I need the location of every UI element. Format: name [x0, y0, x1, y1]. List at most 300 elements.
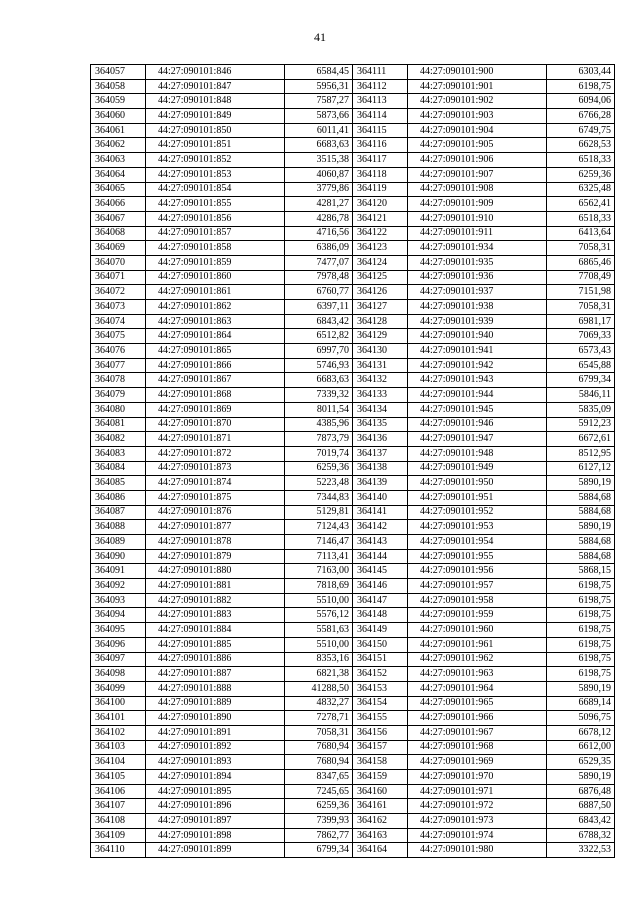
record-number-cell: 364103 [91, 740, 146, 755]
cadastral-number-cell: 44:27:090101:867 [146, 373, 285, 388]
record-number-cell: 364139 [353, 476, 408, 491]
area-value-cell: 6628,53 [547, 138, 615, 153]
area-value-cell: 7124,43 [285, 520, 353, 535]
record-number-cell: 364127 [353, 300, 408, 315]
cadastral-number-cell: 44:27:090101:875 [146, 490, 285, 505]
record-number-cell: 364092 [91, 579, 146, 594]
area-value-cell: 6766,28 [547, 109, 615, 124]
table-row [91, 329, 353, 344]
table-row [91, 197, 353, 212]
area-value-cell: 6749,75 [547, 123, 615, 138]
table-row [91, 814, 353, 829]
record-number-cell: 364161 [353, 799, 408, 814]
table-row [353, 696, 615, 711]
table-row [353, 167, 615, 182]
cadastral-number-cell: 44:27:090101:974 [408, 828, 547, 843]
table-row [91, 637, 353, 652]
record-number-cell: 364109 [91, 828, 146, 843]
cadastral-number-cell: 44:27:090101:880 [146, 564, 285, 579]
cadastral-number-cell: 44:27:090101:911 [408, 226, 547, 241]
record-number-cell: 364071 [91, 270, 146, 285]
cadastral-number-cell: 44:27:090101:861 [146, 285, 285, 300]
record-number-cell: 364155 [353, 711, 408, 726]
record-number-cell: 364129 [353, 329, 408, 344]
record-number-cell: 364117 [353, 153, 408, 168]
table-row [353, 79, 615, 94]
record-number-cell: 364126 [353, 285, 408, 300]
cadastral-number-cell: 44:27:090101:939 [408, 314, 547, 329]
area-value-cell: 4060,87 [285, 167, 353, 182]
cadastral-number-cell: 44:27:090101:952 [408, 505, 547, 520]
table-row [91, 388, 353, 403]
area-value-cell: 3515,38 [285, 153, 353, 168]
table-row [353, 197, 615, 212]
record-number-cell: 364159 [353, 770, 408, 785]
area-value-cell: 6198,75 [547, 579, 615, 594]
area-value-cell: 5890,19 [547, 770, 615, 785]
record-number-cell: 364069 [91, 241, 146, 256]
record-number-cell: 364150 [353, 637, 408, 652]
area-value-cell: 5884,68 [547, 535, 615, 550]
cadastral-number-cell: 44:27:090101:874 [146, 476, 285, 491]
record-number-cell: 364110 [91, 843, 146, 858]
cadastral-number-cell: 44:27:090101:901 [408, 79, 547, 94]
record-number-cell: 364066 [91, 197, 146, 212]
cadastral-number-cell: 44:27:090101:864 [146, 329, 285, 344]
area-value-cell: 6799,34 [547, 373, 615, 388]
record-number-cell: 364095 [91, 623, 146, 638]
record-number-cell: 364157 [353, 740, 408, 755]
table-row [91, 535, 353, 550]
cadastral-number-cell: 44:27:090101:858 [146, 241, 285, 256]
table-row [353, 608, 615, 623]
area-value-cell: 6397,11 [285, 300, 353, 315]
record-number-cell: 364160 [353, 784, 408, 799]
cadastral-number-cell: 44:27:090101:887 [146, 667, 285, 682]
cadastral-number-cell: 44:27:090101:883 [146, 608, 285, 623]
area-value-cell: 6683,63 [285, 373, 353, 388]
cadastral-number-cell: 44:27:090101:967 [408, 725, 547, 740]
cadastral-number-cell: 44:27:090101:868 [146, 388, 285, 403]
record-number-cell: 364132 [353, 373, 408, 388]
cadastral-number-cell: 44:27:090101:860 [146, 270, 285, 285]
record-number-cell: 364093 [91, 593, 146, 608]
cadastral-number-cell: 44:27:090101:888 [146, 681, 285, 696]
area-value-cell: 6545,88 [547, 358, 615, 373]
area-value-cell: 6562,41 [547, 197, 615, 212]
table-row [91, 226, 353, 241]
area-value-cell: 6887,50 [547, 799, 615, 814]
record-number-cell: 364072 [91, 285, 146, 300]
table-row [353, 373, 615, 388]
record-number-cell: 364123 [353, 241, 408, 256]
table-row [353, 241, 615, 256]
record-number-cell: 364087 [91, 505, 146, 520]
record-number-cell: 364090 [91, 549, 146, 564]
table-row [91, 94, 353, 109]
area-value-cell: 5884,68 [547, 490, 615, 505]
table-row [91, 667, 353, 682]
table-row [91, 138, 353, 153]
table-row [91, 828, 353, 843]
cadastral-number-cell: 44:27:090101:953 [408, 520, 547, 535]
record-number-cell: 364153 [353, 681, 408, 696]
area-value-cell: 5884,68 [547, 505, 615, 520]
record-number-cell: 364128 [353, 314, 408, 329]
record-number-cell: 364136 [353, 432, 408, 447]
cadastral-number-cell: 44:27:090101:963 [408, 667, 547, 682]
record-number-cell: 364070 [91, 255, 146, 270]
cadastral-number-cell: 44:27:090101:870 [146, 417, 285, 432]
cadastral-number-cell: 44:27:090101:857 [146, 226, 285, 241]
area-value-cell: 6127,12 [547, 461, 615, 476]
area-value-cell: 7339,32 [285, 388, 353, 403]
record-number-cell: 364119 [353, 182, 408, 197]
area-value-cell: 6518,33 [547, 211, 615, 226]
cadastral-number-cell: 44:27:090101:906 [408, 153, 547, 168]
table-row [91, 696, 353, 711]
table-row [353, 535, 615, 550]
record-number-cell: 364147 [353, 593, 408, 608]
area-value-cell: 6821,38 [285, 667, 353, 682]
area-value-cell: 4385,96 [285, 417, 353, 432]
table-row [353, 814, 615, 829]
table-row [91, 358, 353, 373]
area-value-cell: 6981,17 [547, 314, 615, 329]
cadastral-number-cell: 44:27:090101:966 [408, 711, 547, 726]
record-number-cell: 364085 [91, 476, 146, 491]
table-row [91, 344, 353, 359]
cadastral-number-cell: 44:27:090101:958 [408, 593, 547, 608]
area-value-cell: 7058,31 [547, 300, 615, 315]
table-row [91, 109, 353, 124]
area-value-cell: 6198,75 [547, 623, 615, 638]
cadastral-number-cell: 44:27:090101:873 [146, 461, 285, 476]
cadastral-number-cell: 44:27:090101:954 [408, 535, 547, 550]
cadastral-number-cell: 44:27:090101:904 [408, 123, 547, 138]
area-value-cell: 6011,41 [285, 123, 353, 138]
area-value-cell: 6865,46 [547, 255, 615, 270]
cadastral-number-cell: 44:27:090101:970 [408, 770, 547, 785]
table-row [91, 461, 353, 476]
table-row [91, 241, 353, 256]
area-value-cell: 6198,75 [547, 79, 615, 94]
cadastral-number-cell: 44:27:090101:856 [146, 211, 285, 226]
table-row [91, 784, 353, 799]
area-value-cell: 6198,75 [547, 608, 615, 623]
area-value-cell: 5835,09 [547, 402, 615, 417]
cadastral-number-cell: 44:27:090101:936 [408, 270, 547, 285]
table-row [353, 579, 615, 594]
table-row [91, 799, 353, 814]
record-number-cell: 364089 [91, 535, 146, 550]
cadastral-number-cell: 44:27:090101:951 [408, 490, 547, 505]
area-value-cell: 41288,50 [285, 681, 353, 696]
record-number-cell: 364079 [91, 388, 146, 403]
cadastral-number-cell: 44:27:090101:896 [146, 799, 285, 814]
record-number-cell: 364146 [353, 579, 408, 594]
table-row [353, 520, 615, 535]
table-row [353, 843, 615, 858]
record-number-cell: 364151 [353, 652, 408, 667]
record-number-cell: 364112 [353, 79, 408, 94]
cadastral-number-cell: 44:27:090101:955 [408, 549, 547, 564]
area-value-cell: 5576,12 [285, 608, 353, 623]
area-value-cell: 7163,00 [285, 564, 353, 579]
area-value-cell: 6573,43 [547, 344, 615, 359]
cadastral-number-cell: 44:27:090101:851 [146, 138, 285, 153]
cadastral-number-cell: 44:27:090101:866 [146, 358, 285, 373]
cadastral-number-cell: 44:27:090101:885 [146, 637, 285, 652]
area-value-cell: 6788,32 [547, 828, 615, 843]
record-number-cell: 364114 [353, 109, 408, 124]
table-row [91, 593, 353, 608]
area-value-cell: 7587,27 [285, 94, 353, 109]
area-value-cell: 8347,65 [285, 770, 353, 785]
record-number-cell: 364131 [353, 358, 408, 373]
area-value-cell: 5890,19 [547, 681, 615, 696]
record-number-cell: 364135 [353, 417, 408, 432]
cadastral-number-cell: 44:27:090101:862 [146, 300, 285, 315]
cadastral-number-cell: 44:27:090101:893 [146, 755, 285, 770]
table-row [91, 681, 353, 696]
area-value-cell: 6325,48 [547, 182, 615, 197]
cadastral-number-cell: 44:27:090101:907 [408, 167, 547, 182]
cadastral-number-cell: 44:27:090101:892 [146, 740, 285, 755]
area-value-cell: 5890,19 [547, 520, 615, 535]
record-number-cell: 364144 [353, 549, 408, 564]
cadastral-table-right [352, 64, 615, 858]
table-row [353, 652, 615, 667]
cadastral-number-cell: 44:27:090101:950 [408, 476, 547, 491]
cadastral-table-left [90, 64, 353, 858]
area-value-cell: 6760,77 [285, 285, 353, 300]
record-number-cell: 364152 [353, 667, 408, 682]
area-value-cell: 3779,86 [285, 182, 353, 197]
table-row [91, 123, 353, 138]
area-value-cell: 5096,75 [547, 711, 615, 726]
record-number-cell: 364091 [91, 564, 146, 579]
area-value-cell: 6529,35 [547, 755, 615, 770]
table-row [91, 740, 353, 755]
table-row [91, 652, 353, 667]
record-number-cell: 364106 [91, 784, 146, 799]
record-number-cell: 364097 [91, 652, 146, 667]
record-number-cell: 364086 [91, 490, 146, 505]
record-number-cell: 364115 [353, 123, 408, 138]
area-value-cell: 6518,33 [547, 153, 615, 168]
area-value-cell: 6512,82 [285, 329, 353, 344]
table-row [353, 490, 615, 505]
area-value-cell: 7818,69 [285, 579, 353, 594]
cadastral-number-cell: 44:27:090101:945 [408, 402, 547, 417]
table-row [353, 549, 615, 564]
table-row [91, 505, 353, 520]
cadastral-number-cell: 44:27:090101:884 [146, 623, 285, 638]
cadastral-number-cell: 44:27:090101:869 [146, 402, 285, 417]
record-number-cell: 364142 [353, 520, 408, 535]
table-row [353, 446, 615, 461]
table-row [353, 123, 615, 138]
cadastral-number-cell: 44:27:090101:960 [408, 623, 547, 638]
table-row [91, 182, 353, 197]
table-row [91, 417, 353, 432]
cadastral-number-cell: 44:27:090101:903 [408, 109, 547, 124]
area-value-cell: 7708,49 [547, 270, 615, 285]
area-value-cell: 7019,74 [285, 446, 353, 461]
cadastral-number-cell: 44:27:090101:894 [146, 770, 285, 785]
table-row [353, 138, 615, 153]
record-number-cell: 364130 [353, 344, 408, 359]
record-number-cell: 364158 [353, 755, 408, 770]
area-value-cell: 6876,48 [547, 784, 615, 799]
area-value-cell: 8353,16 [285, 652, 353, 667]
table-row [353, 65, 615, 80]
cadastral-number-cell: 44:27:090101:941 [408, 344, 547, 359]
cadastral-number-cell: 44:27:090101:876 [146, 505, 285, 520]
table-row [353, 740, 615, 755]
cadastral-number-cell: 44:27:090101:943 [408, 373, 547, 388]
area-value-cell: 5223,48 [285, 476, 353, 491]
area-value-cell: 6683,63 [285, 138, 353, 153]
area-value-cell: 7151,98 [547, 285, 615, 300]
table-row [353, 828, 615, 843]
record-number-cell: 364063 [91, 153, 146, 168]
cadastral-number-cell: 44:27:090101:961 [408, 637, 547, 652]
table-row [91, 432, 353, 447]
table-row [91, 153, 353, 168]
record-number-cell: 364075 [91, 329, 146, 344]
table-row [353, 623, 615, 638]
area-value-cell: 6612,00 [547, 740, 615, 755]
record-number-cell: 364141 [353, 505, 408, 520]
cadastral-number-cell: 44:27:090101:973 [408, 814, 547, 829]
cadastral-number-cell: 44:27:090101:908 [408, 182, 547, 197]
record-number-cell: 364138 [353, 461, 408, 476]
cadastral-number-cell: 44:27:090101:947 [408, 432, 547, 447]
cadastral-number-cell: 44:27:090101:910 [408, 211, 547, 226]
table-row [353, 358, 615, 373]
record-number-cell: 364125 [353, 270, 408, 285]
table-row [91, 476, 353, 491]
table-row [91, 255, 353, 270]
table-row [353, 461, 615, 476]
record-number-cell: 364060 [91, 109, 146, 124]
cadastral-number-cell: 44:27:090101:962 [408, 652, 547, 667]
record-number-cell: 364133 [353, 388, 408, 403]
cadastral-number-cell: 44:27:090101:957 [408, 579, 547, 594]
area-value-cell: 7113,41 [285, 549, 353, 564]
record-number-cell: 364148 [353, 608, 408, 623]
cadastral-number-cell: 44:27:090101:854 [146, 182, 285, 197]
table-row [91, 79, 353, 94]
cadastral-number-cell: 44:27:090101:971 [408, 784, 547, 799]
record-number-cell: 364122 [353, 226, 408, 241]
cadastral-number-cell: 44:27:090101:871 [146, 432, 285, 447]
record-number-cell: 364116 [353, 138, 408, 153]
area-value-cell: 5510,00 [285, 637, 353, 652]
area-value-cell: 6843,42 [285, 314, 353, 329]
record-number-cell: 364088 [91, 520, 146, 535]
area-value-cell: 7477,07 [285, 255, 353, 270]
table-row [353, 270, 615, 285]
record-number-cell: 364111 [353, 65, 408, 80]
cadastral-number-cell: 44:27:090101:965 [408, 696, 547, 711]
area-value-cell: 4281,27 [285, 197, 353, 212]
record-number-cell: 364108 [91, 814, 146, 829]
area-value-cell: 5873,66 [285, 109, 353, 124]
record-number-cell: 364067 [91, 211, 146, 226]
record-number-cell: 364145 [353, 564, 408, 579]
table-row [353, 211, 615, 226]
area-value-cell: 7399,93 [285, 814, 353, 829]
record-number-cell: 364081 [91, 417, 146, 432]
record-number-cell: 364065 [91, 182, 146, 197]
cadastral-number-cell: 44:27:090101:949 [408, 461, 547, 476]
record-number-cell: 364149 [353, 623, 408, 638]
record-number-cell: 364077 [91, 358, 146, 373]
table-row [91, 725, 353, 740]
cadastral-number-cell: 44:27:090101:850 [146, 123, 285, 138]
record-number-cell: 364073 [91, 300, 146, 315]
table-row [91, 402, 353, 417]
record-number-cell: 364057 [91, 65, 146, 80]
record-number-cell: 364121 [353, 211, 408, 226]
table-row [353, 593, 615, 608]
area-value-cell: 3322,53 [547, 843, 615, 858]
area-value-cell: 6672,61 [547, 432, 615, 447]
area-value-cell: 5890,19 [547, 476, 615, 491]
cadastral-number-cell: 44:27:090101:855 [146, 197, 285, 212]
area-value-cell: 6386,09 [285, 241, 353, 256]
cadastral-number-cell: 44:27:090101:899 [146, 843, 285, 858]
area-value-cell: 4716,56 [285, 226, 353, 241]
cadastral-number-cell: 44:27:090101:849 [146, 109, 285, 124]
area-value-cell: 6584,45 [285, 65, 353, 80]
cadastral-number-cell: 44:27:090101:900 [408, 65, 547, 80]
area-value-cell: 8512,95 [547, 446, 615, 461]
area-value-cell: 6259,36 [547, 167, 615, 182]
cadastral-number-cell: 44:27:090101:948 [408, 446, 547, 461]
record-number-cell: 364076 [91, 344, 146, 359]
table-row [353, 417, 615, 432]
cadastral-number-cell: 44:27:090101:846 [146, 65, 285, 80]
cadastral-number-cell: 44:27:090101:890 [146, 711, 285, 726]
table-row [91, 608, 353, 623]
table-row [353, 770, 615, 785]
table-row [353, 94, 615, 109]
table-row [353, 681, 615, 696]
area-value-cell: 7978,48 [285, 270, 353, 285]
table-row [91, 770, 353, 785]
cadastral-number-cell: 44:27:090101:909 [408, 197, 547, 212]
table-row [91, 564, 353, 579]
cadastral-number-cell: 44:27:090101:969 [408, 755, 547, 770]
table-row [353, 432, 615, 447]
area-value-cell: 7245,65 [285, 784, 353, 799]
cadastral-number-cell: 44:27:090101:934 [408, 241, 547, 256]
area-value-cell: 6678,12 [547, 725, 615, 740]
area-value-cell: 7344,83 [285, 490, 353, 505]
cadastral-number-cell: 44:27:090101:898 [146, 828, 285, 843]
record-number-cell: 364113 [353, 94, 408, 109]
cadastral-number-cell: 44:27:090101:964 [408, 681, 547, 696]
table-row [91, 490, 353, 505]
record-number-cell: 364064 [91, 167, 146, 182]
record-number-cell: 364162 [353, 814, 408, 829]
area-value-cell: 6198,75 [547, 667, 615, 682]
record-number-cell: 364143 [353, 535, 408, 550]
